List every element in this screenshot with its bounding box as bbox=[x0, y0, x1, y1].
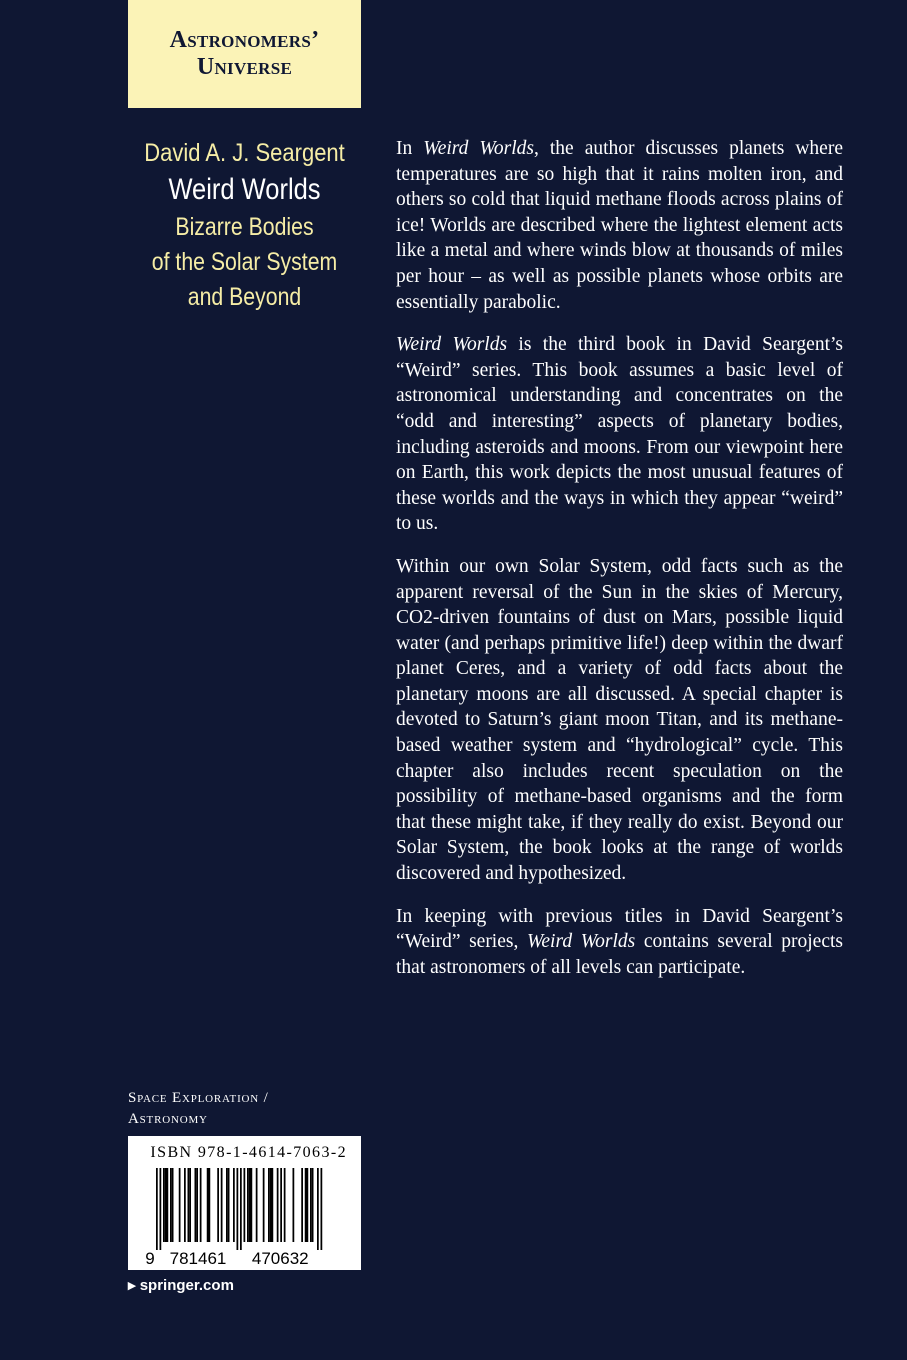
barcode-bar bbox=[240, 1168, 242, 1250]
barcode-bar bbox=[207, 1168, 209, 1242]
isbn-label: ISBN 978-1-4614-7063-2 bbox=[150, 1144, 347, 1161]
publisher-link[interactable] bbox=[128, 1277, 234, 1295]
barcode-bar bbox=[163, 1168, 165, 1242]
barcode-bar bbox=[209, 1168, 211, 1242]
barcode-bar bbox=[165, 1168, 167, 1242]
barcode-bar bbox=[263, 1168, 265, 1242]
barcode-bar bbox=[189, 1168, 191, 1242]
barcode-bar bbox=[251, 1168, 253, 1242]
book-description bbox=[396, 136, 843, 997]
barcode-bar bbox=[270, 1168, 272, 1242]
category-line-1: Space Exploration / bbox=[128, 1090, 269, 1106]
arrow-right-icon: ▸ bbox=[128, 1277, 140, 1294]
subtitle-line-1: Bizarre Bodies bbox=[175, 213, 314, 241]
barcode-digits-right: 470632 bbox=[251, 1249, 309, 1268]
description-paragraph-4 bbox=[396, 904, 843, 981]
barcode-bar bbox=[307, 1168, 309, 1242]
barcode-bar bbox=[237, 1168, 239, 1250]
barcode-bar bbox=[167, 1168, 169, 1242]
series-name-line1: Astronomers’ bbox=[169, 27, 320, 53]
subtitle-line-3: and Beyond bbox=[187, 283, 302, 311]
barcode-bar bbox=[195, 1168, 197, 1242]
barcode-bar bbox=[247, 1168, 249, 1242]
barcode-digits-left: 781461 bbox=[169, 1249, 227, 1268]
barcode-bar bbox=[233, 1168, 235, 1242]
barcode-bar bbox=[160, 1168, 162, 1250]
barcode-bar bbox=[196, 1168, 198, 1242]
barcode-bar bbox=[221, 1168, 223, 1242]
barcode bbox=[142, 1168, 347, 1268]
barcode-bar bbox=[256, 1168, 258, 1242]
barcode-bar bbox=[293, 1168, 295, 1242]
text-run: In bbox=[396, 138, 424, 159]
book-title-italic: Weird Worlds bbox=[526, 931, 636, 953]
barcode-panel bbox=[128, 1136, 361, 1270]
author-name: David A. J. Seargent bbox=[144, 139, 345, 167]
text-run: , the author discusses planets where temperatures are so high that it rains molten iron, and others so cold that liquid methane floods across plains of ice! Worlds are described where the lightest element acts like a metal and where winds blow at thousands of miles per hour – as well as possible planets whose orbits are essentially parabolic. bbox=[396, 138, 843, 313]
barcode-bar bbox=[284, 1168, 286, 1242]
publisher-link-text: springer.com bbox=[139, 1277, 234, 1294]
barcode-bar bbox=[272, 1168, 274, 1242]
description-paragraph-3: Within our own Solar System, odd facts such as the apparent reversal of the Sun in the skies of Mercury, CO2-driven fountains of dust on Mars, possible liquid water (and perhaps primitive life!) deep within the dwarf planet Ceres, and a variety of odd facts about the planetary moons are all discussed. A special chapter is devoted to Saturn’s giant moon Titan, and its methane-based weather system and “hydrological” cycle. This chapter also includes recent speculation on the possibility of methane-based organisms and the form that these might take, if they really do exist. Beyond our Solar System, the book looks at the range of worlds discovered and hypothesized. bbox=[396, 555, 843, 885]
barcode-bar bbox=[305, 1168, 307, 1242]
title-block bbox=[128, 136, 361, 315]
book-title-italic: Weird Worlds bbox=[423, 138, 534, 159]
description-paragraph-2 bbox=[396, 332, 843, 537]
book-title: Weird Worlds bbox=[168, 173, 321, 206]
text-run: contains several projects that astronomers of all levels can participate. bbox=[396, 931, 843, 978]
barcode-bar bbox=[244, 1168, 246, 1242]
barcode-bar bbox=[312, 1168, 314, 1242]
barcode-bar bbox=[317, 1168, 319, 1250]
barcode-bar bbox=[184, 1168, 186, 1242]
series-name-line2: Universe bbox=[196, 54, 293, 80]
barcode-bar bbox=[156, 1168, 158, 1250]
barcode-bar bbox=[268, 1168, 270, 1242]
barcode-digit-prefix: 9 bbox=[145, 1249, 155, 1268]
text-run: In keeping with previous titles in David Seargent’s “Weird” series, bbox=[396, 905, 843, 953]
barcode-bar bbox=[217, 1168, 219, 1242]
subtitle-line-2: of the Solar System bbox=[151, 248, 338, 276]
barcode-bar bbox=[200, 1168, 202, 1242]
description-paragraph-1 bbox=[396, 136, 843, 315]
series-banner bbox=[128, 0, 361, 108]
barcode-bar bbox=[179, 1168, 181, 1242]
barcode-bar bbox=[226, 1168, 228, 1242]
barcode-bar bbox=[277, 1168, 279, 1242]
barcode-bar bbox=[321, 1168, 323, 1250]
barcode-bar bbox=[280, 1168, 282, 1242]
barcode-bar bbox=[310, 1168, 312, 1242]
barcode-bar bbox=[188, 1168, 190, 1242]
category-line-2: Astronomy bbox=[128, 1111, 208, 1127]
barcode-bar bbox=[249, 1168, 251, 1242]
barcode-bar bbox=[301, 1168, 303, 1242]
text-run: is the third book in David Seargent’s “Weird” series. This book assumes a basic level of astronomical understanding and concentrates on the “odd and interesting” aspects of planetary bodies, including asteroids and moons. From our viewpoint here on Earth, this work depicts the most unusual features of these worlds and the ways in which they appear “weird” to us. bbox=[396, 334, 843, 535]
book-title-italic: Weird Worlds bbox=[396, 334, 508, 356]
barcode-bar bbox=[170, 1168, 172, 1242]
barcode-bar bbox=[172, 1168, 174, 1242]
subject-category bbox=[128, 1088, 368, 1130]
barcode-bar bbox=[228, 1168, 230, 1242]
